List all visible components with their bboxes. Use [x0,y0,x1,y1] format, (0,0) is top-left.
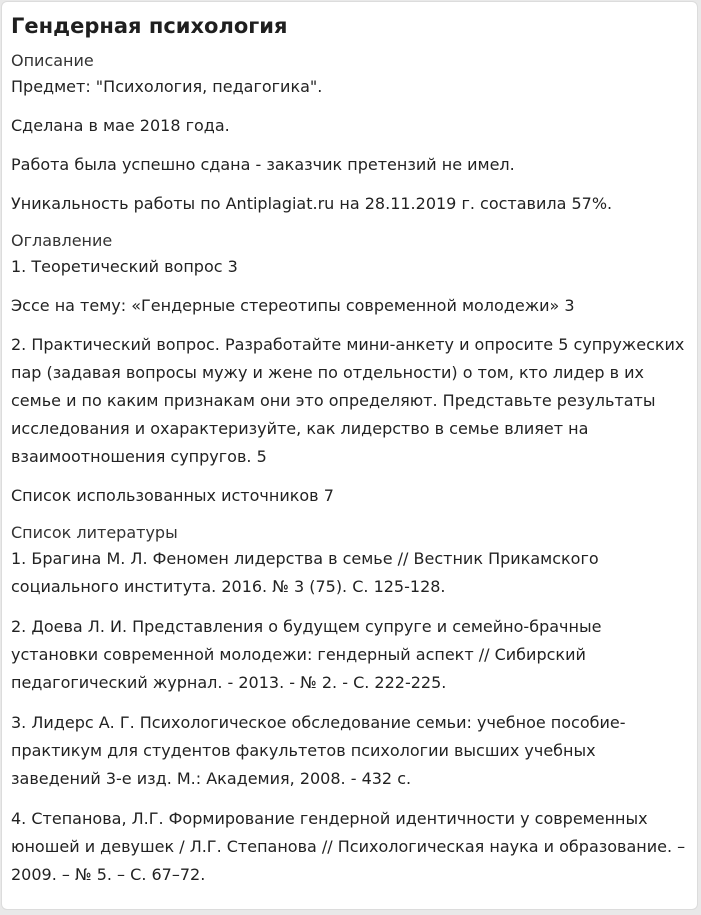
toc-item: 1. Теоретический вопрос 3 [11,257,238,276]
literature-item: 4. Степанова, Л.Г. Формирование гендерной идентичности у современных юношей и девушек / Л.Г. Степанова // Психологическая наука и образование. – 2009. – № 5. – С. 67–72. [11,809,686,884]
description-heading: Описание [11,51,94,70]
toc-item: 2. Практический вопрос. Разработайте мини-анкету и опросите 5 супружеских пар (задавая вопросы мужу и жене по отдельности) о том, кто лидер в их семье и по каким признакам они это определяют. Представьте результаты исследования и охарактеризуйте, как лидерство в семье влияет на взаимоотношения супругов. 5 [11,335,685,466]
literature-item: 2. Доева Л. И. Представления о будущем супруге и семейно-брачные установки современной молодежи: гендерный аспект // Сибирский педагогический журнал. - 2013. - № 2. - С. 222-225. [11,617,602,692]
toc-item: Список использованных источников 7 [11,486,334,505]
uniqueness-line: Уникальность работы по Antiplagiat.ru на 28.11.2019 г. составила 57%. [11,194,613,213]
date-line: Сделана в мае 2018 года. [11,116,230,135]
status-line: Работа была успешно сдана - заказчик претензий не имел. [11,155,515,174]
work-card [1,1,698,910]
subject-line: Предмет: "Психология, педагогика". [11,77,323,96]
literature-item: 3. Лидерс А. Г. Психологическое обследование семьи: учебное пособие-практикум для студентов факультетов психологии высших учебных заведений 3-е изд. М.: Академия, 2008. - 432 с. [11,713,626,788]
toc-item: Эссе на тему: «Гендерные стереотипы современной молодежи» 3 [11,296,575,315]
literature-item: 1. Брагина М. Л. Феномен лидерства в семье // Вестник Прикамского социального института. 2016. № 3 (75). С. 125-128. [11,549,599,596]
literature-heading: Список литературы [11,523,178,542]
toc-heading: Оглавление [11,231,113,250]
page-title: Гендерная психология [11,14,288,38]
